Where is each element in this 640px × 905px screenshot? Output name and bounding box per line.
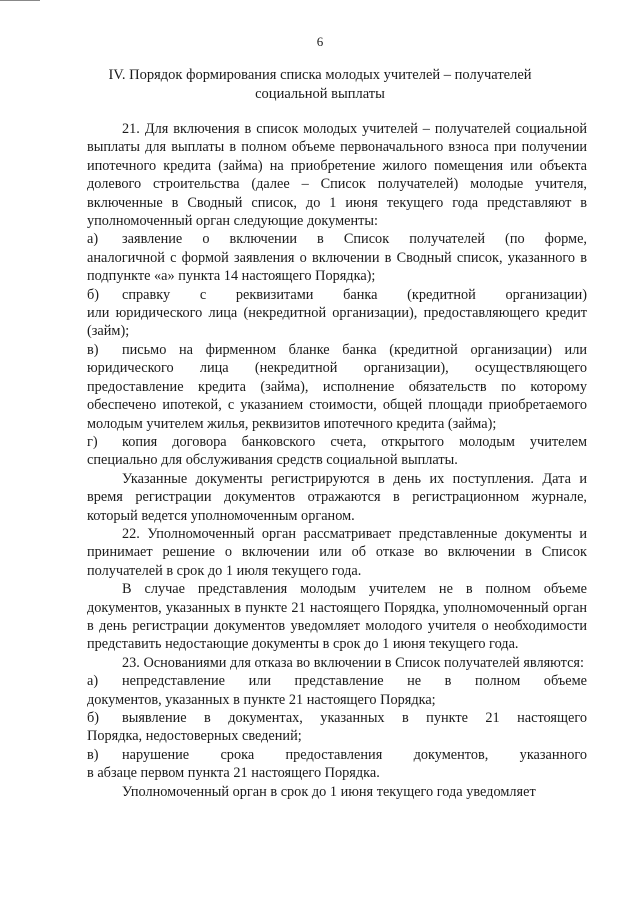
- list-item-g: [87, 433, 587, 470]
- page-number: 6: [316, 34, 324, 49]
- list-item-continuation: документов, указанных в пункте 21 настоящего Порядка;: [87, 691, 436, 708]
- list-item-label: в): [87, 746, 99, 763]
- list-item-first-line: нарушение срока предоставления документов, указанного: [122, 746, 587, 763]
- notification-paragraph: Уполномоченный орган в срок до 1 июня текущего года уведомляет: [122, 783, 536, 800]
- list-item-first-line: копия договора банковского счета, открытого молодым учителем: [122, 433, 587, 450]
- list-item-continuation: Порядка, недостоверных сведений;: [87, 728, 302, 745]
- list-item-continuation: аналогичной с формой заявления о включении в Сводный список, указанного в подпункте «а» пункта 14 настоящего Порядка);: [87, 249, 587, 285]
- list-item-b: [87, 286, 587, 341]
- paragraph-22: 22. Уполномоченный орган рассматривает представленные документы и принимает решение о включении или об отказе во включении в Список получателей в срок до 1 июля текущего года.: [87, 525, 587, 579]
- list-item-continuation: юридического лица (некредитной организации), осуществляющего предоставление кредита (займа), исполнение обязательств по которому обеспечено ипотекой, с указанием стоимости, общей площади приобретаемого молодым учителем жилья, реквизитов ипотечного кредита (займа);: [87, 360, 587, 432]
- section-heading-line-1: IV. Порядок формирования списка молодых учителей – получателей: [108, 67, 532, 83]
- list-item-first-line: письмо на фирменном бланке банка (кредитной организации) или: [122, 341, 587, 358]
- paragraph-21: 21. Для включения в список молодых учителей – получателей социальной выплаты для выплаты в полном объеме первоначального взноса при получении ипотечного кредита (займа) на приобретение жилого помещения или объекта долевого строительства (далее – Список получателей) молодые учителя, включенные в Сводный список, до 1 июня текущего года представляют в уполномоченный орган следующие документы:: [87, 121, 587, 230]
- incomplete-documents-paragraph: В случае представления молодым учителем не в полном объеме документов, указанных в пункте 21 настоящего Порядка, уполномоченный орган в день регистрации документов уведомляет молодого учителя о необходимости представить недостающие документы в срок до 1 июня текущего года.: [87, 581, 587, 653]
- list-item-continuation: или юридического лица (некредитной организации), предоставляющего кредит (займ);: [87, 305, 587, 340]
- list-item-v: [87, 341, 587, 433]
- document-body: [87, 120, 587, 801]
- list-item-first-line: заявление о включении в Список получателей (по форме,: [122, 231, 587, 248]
- list-item-label: в): [87, 341, 99, 358]
- list-item-first-line: справку с реквизитами банка (кредитной организации): [122, 286, 587, 303]
- list-item-first-line: выявление в документах, указанных в пункте 21 настоящего: [122, 710, 587, 726]
- list-item-first-line: непредставление или представление не в полном объеме: [122, 673, 587, 690]
- list-item-a: [87, 230, 587, 285]
- refusal-item-b: [87, 709, 587, 746]
- section-heading: [60, 66, 580, 104]
- registration-paragraph: Указанные документы регистрируются в день их поступления. Дата и время регистрации документов отражаются в регистрационном журнале, который ведется уполномоченным органом.: [87, 470, 587, 524]
- scan-edge-mark: [0, 0, 40, 1]
- list-item-label: б): [87, 710, 100, 726]
- paragraph-23: 23. Основаниями для отказа во включении в Список получателей являются:: [122, 654, 584, 671]
- refusal-item-v: [87, 746, 587, 783]
- list-item-label: а): [87, 231, 99, 248]
- list-item-label: а): [87, 673, 99, 690]
- list-item-label: г): [87, 433, 98, 450]
- list-item-label: б): [87, 286, 100, 303]
- refusal-item-a: [87, 672, 587, 709]
- list-item-continuation: специально для обслуживания средств социальной выплаты.: [87, 452, 458, 469]
- section-heading-line-2: социальной выплаты: [255, 86, 385, 102]
- list-item-continuation: в абзаце первом пункта 21 настоящего Порядка.: [87, 765, 380, 782]
